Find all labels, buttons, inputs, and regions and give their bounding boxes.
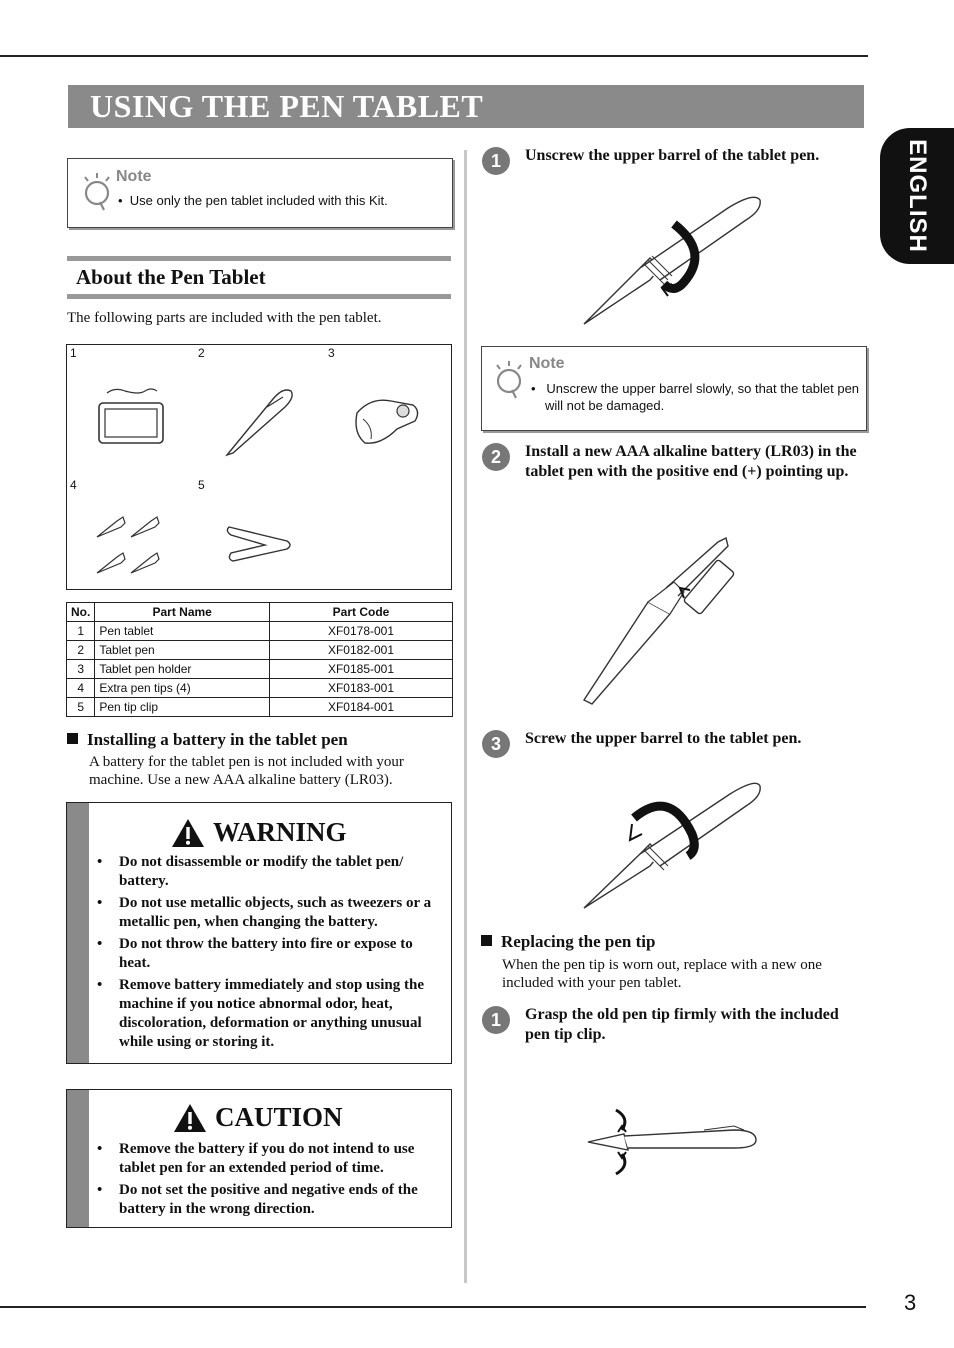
about-section-heading [67, 256, 451, 299]
table-cell: Tablet pen [95, 641, 270, 660]
table-cell: XF0178-001 [270, 622, 453, 641]
column-divider [464, 150, 467, 1283]
pen-tip-clip-image [225, 521, 295, 565]
part-number: 2 [198, 346, 205, 360]
about-heading: About the Pen Tablet [76, 265, 266, 289]
part-number: 3 [328, 346, 335, 360]
table-header: No. [67, 603, 95, 622]
pen-holder-image [351, 393, 421, 449]
step-number-badge: 2 [482, 443, 510, 471]
note-box-right [481, 346, 867, 431]
tip-section-text: When the pen tip is worn out, replace with a new one included with your pen tablet. [502, 957, 822, 991]
bottom-rule [0, 1306, 866, 1308]
table-cell: XF0182-001 [270, 641, 453, 660]
warning-item: • Do not use metallic objects, such as tweezers or a metallic pen, when changing the battery. [97, 894, 447, 932]
caution-box [66, 1089, 452, 1228]
note-item: • Use only the pen tablet included with this Kit. [118, 193, 388, 208]
battery-section-heading: Installing a battery in the tablet pen [67, 730, 348, 750]
install-battery-illustration [578, 532, 768, 704]
unscrew-pen-illustration [578, 188, 768, 328]
warning-list [97, 853, 447, 1055]
part-number: 5 [198, 478, 205, 492]
warning-box [66, 802, 452, 1064]
screw-pen-illustration [580, 774, 770, 912]
warning-triangle-icon [171, 818, 205, 848]
page-title: USING THE PEN TABLET [90, 88, 484, 124]
note-title: Note [116, 168, 152, 185]
battery-section-text: A battery for the tablet pen is not included with your machine. Use a new AAA alkaline battery (LR03). [89, 754, 404, 788]
step-number-badge: 1 [482, 1006, 510, 1034]
page-number: 3 [904, 1290, 917, 1315]
tip-section-heading: Replacing the pen tip [481, 932, 655, 952]
caution-triangle-icon [173, 1103, 207, 1133]
step-text: Install a new AAA alkaline battery (LR03) in the tablet pen with the positive end (+) pointing up. [525, 443, 857, 480]
parts-illustration-box [66, 344, 452, 590]
table-row [67, 698, 453, 717]
table-cell: XF0184-001 [270, 698, 453, 717]
table-header: Part Name [95, 603, 270, 622]
step-text: Unscrew the upper barrel of the tablet pen. [525, 147, 820, 164]
caution-list [97, 1140, 447, 1222]
square-bullet-icon [481, 935, 492, 946]
top-rule [0, 55, 868, 57]
table-cell: Pen tip clip [95, 698, 270, 717]
table-row [67, 622, 453, 641]
table-cell: XF0183-001 [270, 679, 453, 698]
lightbulb-icon [492, 359, 528, 399]
parts-table [66, 602, 453, 717]
language-tab-label: ENGLISH [904, 139, 931, 253]
table-cell: 4 [67, 679, 95, 698]
warning-item: • Do not throw the battery into fire or expose to heat. [97, 935, 447, 973]
table-cell: Extra pen tips (4) [95, 679, 270, 698]
warning-item: • Remove battery immediately and stop using the machine if you notice abnormal odor, heat, discoloration, deformation or anything unusual while using or storing it. [97, 976, 447, 1052]
about-intro: The following parts are included with the pen tablet. [67, 310, 382, 326]
step-text: Grasp the old pen tip firmly with the included pen tip clip. [525, 1006, 839, 1043]
part-number: 4 [70, 478, 77, 492]
pen-tablet-image [95, 385, 165, 445]
table-cell: XF0185-001 [270, 660, 453, 679]
warning-heading: WARNING [171, 817, 347, 848]
table-row [67, 660, 453, 679]
step-number-badge: 3 [482, 730, 510, 758]
square-bullet-icon [67, 733, 78, 744]
table-cell: 2 [67, 641, 95, 660]
tablet-pen-image [223, 385, 297, 457]
language-tab [880, 128, 954, 264]
table-header: Part Code [270, 603, 453, 622]
extra-pen-tips-image [95, 511, 169, 575]
warning-item: • Do not disassemble or modify the tablet pen/ battery. [97, 853, 447, 891]
caution-item: • Do not set the positive and negative ends of the battery in the wrong direction. [97, 1181, 447, 1219]
page-title-bar [68, 85, 864, 128]
table-row [67, 679, 453, 698]
note-box-top [67, 158, 453, 228]
step-text: Screw the upper barrel to the tablet pen. [525, 730, 802, 747]
part-number: 1 [70, 346, 77, 360]
caution-item: • Remove the battery if you do not intend to use tablet pen for an extended period of time. [97, 1140, 447, 1178]
caution-heading: CAUTION [173, 1102, 343, 1133]
table-cell: Pen tablet [95, 622, 270, 641]
replace-tip-illustration [584, 1106, 762, 1178]
table-header-row [67, 603, 453, 622]
table-cell: 5 [67, 698, 95, 717]
table-cell: 1 [67, 622, 95, 641]
note-item: • Unscrew the upper barrel slowly, so that the tablet pen will not be damaged. [531, 381, 860, 413]
note-title: Note [529, 355, 565, 372]
table-cell: Tablet pen holder [95, 660, 270, 679]
table-cell: 3 [67, 660, 95, 679]
table-row [67, 641, 453, 660]
lightbulb-icon [80, 171, 116, 211]
step-number-badge: 1 [482, 147, 510, 175]
